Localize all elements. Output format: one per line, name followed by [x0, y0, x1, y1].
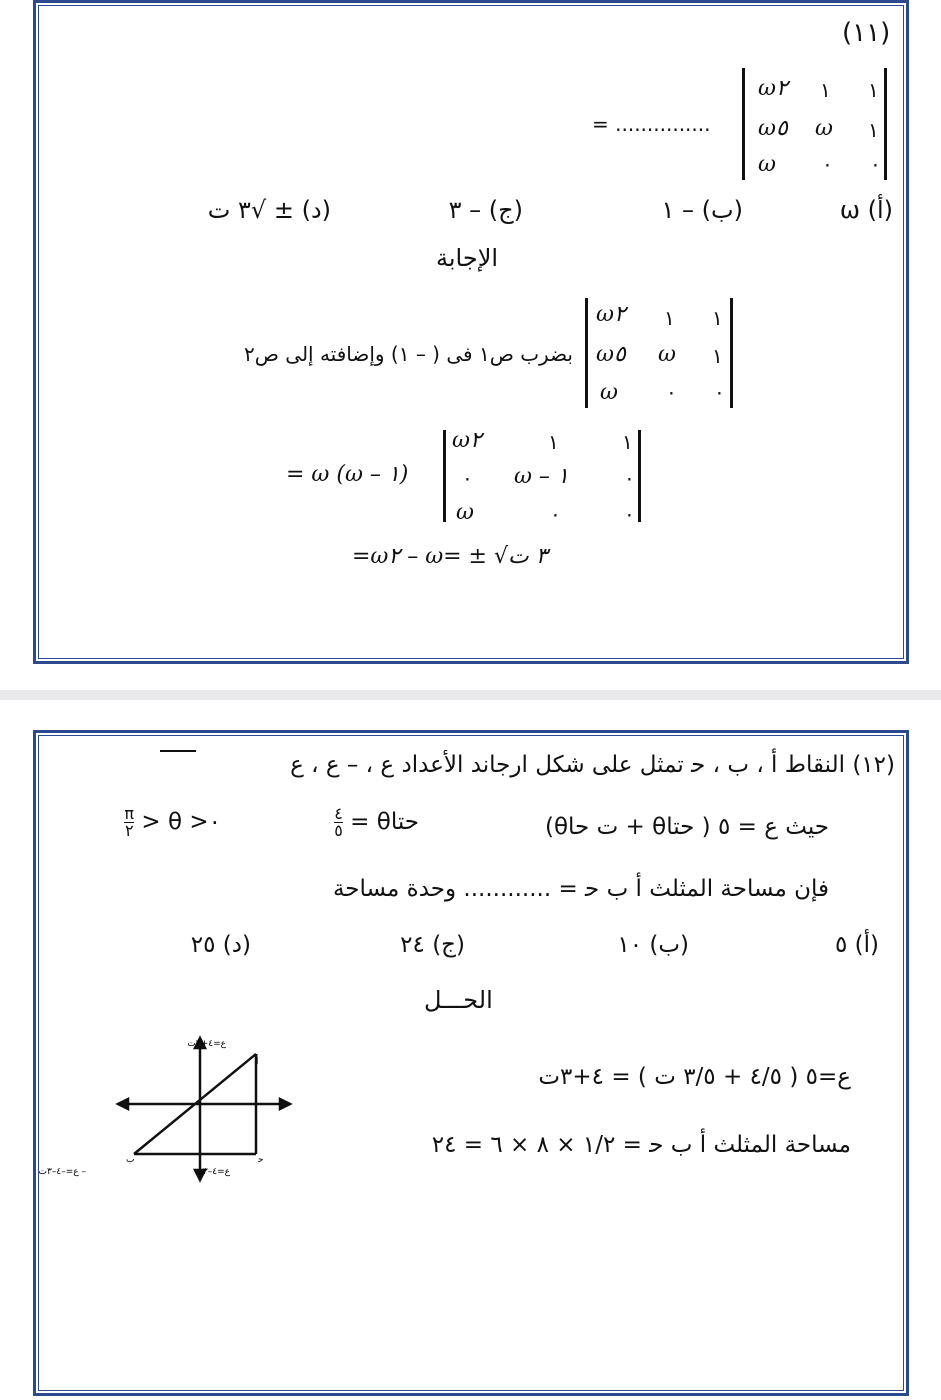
- cos-value: حتاθ = $\frac{٤}{٥}$: [334, 804, 419, 840]
- equals-blank: = ...............: [592, 112, 711, 136]
- page-sheet-2: [0, 700, 941, 1400]
- solution-eq1: ع=٥ ( ٤/٥ + ٣/٥ ت ) = ٤+٣ت: [538, 1064, 851, 1090]
- label-a: ﺃ: [256, 1057, 259, 1067]
- final-result: =ω٢ – ω= ± √٣ ت: [352, 544, 548, 569]
- row-operation: بضرب ص١ فى ( – ١) وإضافته إلى ص٢: [243, 342, 573, 366]
- theta-range: ٠< θ < $\frac{\pi}{٢}$: [124, 804, 221, 840]
- solution-title: الحـــل: [424, 986, 493, 1014]
- where-line: حيث ع = ٥ ( حتاθ + ت حاθ): [544, 814, 829, 840]
- choice-c[interactable]: (ج) – ٣: [448, 196, 523, 224]
- question-number: (١١): [842, 18, 891, 48]
- choice-c[interactable]: (ج) ٢٤: [400, 932, 465, 958]
- result-3: = ω (ω – ١): [286, 462, 409, 487]
- page-sheet-1: (١١) ١ ١ ω٢ ١ ω ω٥ ٠ ٠ ω = ............... (أ) ω (ب) – ١ (ج) – ٣ (د) ± √٣ ت الإجابة ١ ١ ω٢ ١ ω ω٥ ٠ ٠ ω بضرب ص١ فى ( – ١) وإضافته إلى ص٢ ١ ١ ω٢ ٠ ω – ١ ٠ ٠ ٠ ω = ω (ω – ١) =ω٢ – ω= ± √٣ ت: [0, 0, 941, 690]
- label-c: ﺣ: [258, 1155, 264, 1165]
- fraction-4-5: $\frac{٤}{٥}$: [334, 804, 343, 840]
- question-12-line1: (١٢) النقاط ﺃ ، ب ، ﺣ تمثل على شكل ارجاند الأعداد ع ، – ع ، ع: [290, 752, 895, 778]
- choice-b[interactable]: (ب) – ١: [661, 196, 743, 224]
- solution-eq2: مساحة المثلث ﺃ ب ﺣ = ١/٢ × ٨ × ٦ = ٢٤: [431, 1132, 851, 1158]
- answer-title: الإجابة: [436, 244, 499, 272]
- fraction-pi-2: $\frac{\pi}{٢}$: [124, 804, 135, 840]
- choice-a[interactable]: (أ) ω: [839, 196, 893, 224]
- conjugate-bar: [160, 750, 196, 752]
- label-left-bottom: – ع=–٤–٣ت: [38, 1167, 86, 1177]
- argand-diagram: [38, 1034, 314, 1194]
- label-top: ع=٤+٣ت: [187, 1039, 226, 1049]
- choice-b[interactable]: (ب) ١٠: [617, 932, 689, 958]
- area-question: فإن مساحة المثلث ﺃ ب ﺣ = ............ وحدة مساحة: [332, 876, 829, 902]
- label-b: ب: [126, 1155, 135, 1165]
- label-right-bottom: ع=٤–٣ت: [194, 1167, 230, 1177]
- choice-a[interactable]: (أ) ٥: [834, 932, 879, 958]
- choice-d[interactable]: (د) ± √٣ ت: [207, 196, 331, 224]
- choice-d[interactable]: (د) ٢٥: [190, 932, 251, 958]
